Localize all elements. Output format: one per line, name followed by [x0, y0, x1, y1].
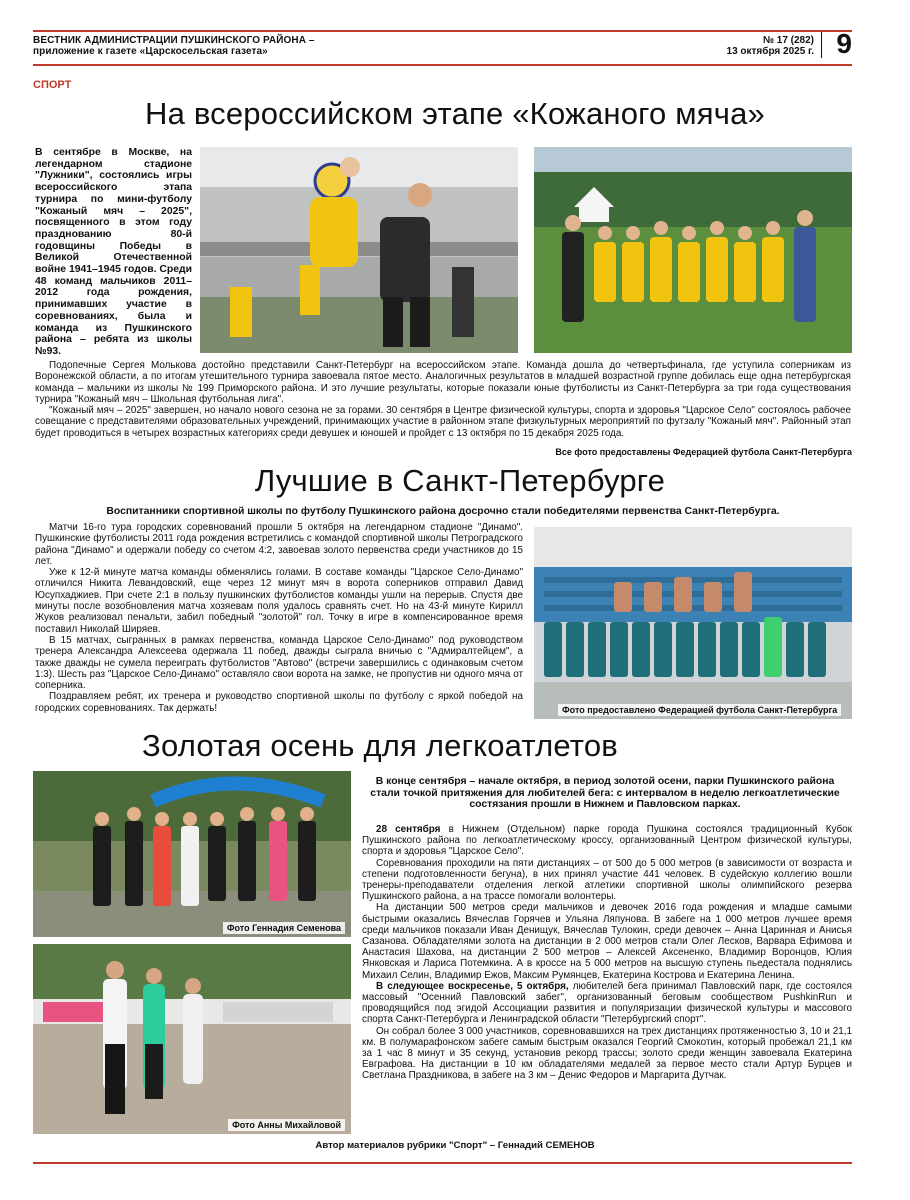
header-date: 13 октября 2025 г.: [726, 46, 814, 57]
article1-photo-team: [534, 147, 852, 353]
article2-paragraph: Матчи 16-го тура городских соревнований прошли 5 октября на легендарном стадионе "Динамо". Пушкинские футболисты 2011 года рождения встретились с командой спортивной школы Петроградского района "Динамо" и одержали победу со счетом 4:2, завоевав золото первенства среди участников до 15 лет.: [35, 522, 523, 567]
header-line2: приложение к газете «Царскосельская газета»: [33, 46, 268, 57]
article1-paragraph: "Кожаный мяч – 2025" завершен, но начало нового сезона не за горами. 30 сентября в Центре физической культуры, спорта и здоровья "Царское Село" состоялось рабочее совещание с представителями образовательных учреждений, принимающих участие в районном этапе физкультурных мероприятий по футзалу "Кожаный мяч". Районный этап будет проводиться в четырех возрастных категориях среди девушек и юношей и пройдет с 13 октября по 15 декабря 2025 года.: [35, 405, 851, 439]
footer-rule: [33, 1162, 852, 1164]
article1-photo-credit: Все фото предоставлены Федерацией футбола Санкт-Петербурга: [555, 447, 852, 457]
article3-photo-cross: [33, 771, 351, 937]
page-number: 9: [836, 28, 852, 59]
header-line1: ВЕСТНИК АДМИНИСТРАЦИИ ПУШКИНСКОГО РАЙОНА –: [33, 35, 315, 46]
article2-photo-caption: Фото предоставлено Федерацией футбола Санкт-Петербурга: [558, 704, 841, 716]
article2-paragraph: В 15 матчах, сыгранных в рамках первенства, команда Царское Село-Динамо" под руководством тренера Александра Алексеева одержала 11 побед, дважды сыграла вничью с "Адмиралтейцем", а также дважды не сумела переиграть футболистов "Автово" (встречи завершились с одинаковым счетом 1:3). Шесть раз "Царское Село-Динамо" оставляло свои ворота на замке, не пропустив ни одного мяча от соперника.: [35, 634, 523, 692]
article1-title: На всероссийском этапе «Кожаного мяча»: [144, 96, 765, 131]
article2-paragraph: Уже к 12-й минуте матча команды обменялись голами. В составе команды "Царское Село-Динамо" отличился Никита Левандовский, еще через 12 минут мяч в ворота соперников отправил Давид Юсупхаджиев. При счете 2:1 в пользу пушкинских футболистов команды ушли на перерыв. Спустя две минуты после возобновления матча хозяевам поля удалось сравнять счет. Но на 43-й минуте Кирилл Жуков реализовал пенальти, забил победный "золотой" гол. Точку в игре в компенсированное время поставил Николай Ширяев.: [35, 567, 523, 635]
article3-text-2: любителей бега принимал Павловский парк, где состоялся массовый "Осенний Павловский забег", организованный беговым сообществом PushkinRun и проводящийся под эгидой Ассоциации развития и популяризации физической культуры и массового спорта Санкт-Петербурга и Ленинградской области "Петербургский спорт".: [362, 980, 853, 1026]
article2-body: [35, 522, 523, 714]
header-publication: [33, 35, 315, 57]
article3-body: [362, 824, 852, 1082]
article2-paragraph: Поздравляем ребят, их тренера и руководство спортивной школы по футболу с яркой победой на городских соревнованиях. Так держать!: [35, 691, 523, 714]
article2-title: Лучшие в Санкт-Петербурге: [254, 463, 666, 498]
article3-title: Золотая осень для легкоатлетов: [142, 728, 618, 763]
article3-subtitle: В конце сентября – начале октября, в период золотой осени, парки Пушкинского района стали точкой притяжения для любителей бега: с интервалом в неделю легкоатлетические состязания прошли в Нижнем и Павловском парках.: [370, 776, 840, 810]
header-issue-info: [727, 35, 814, 57]
article3-paragraph: Соревнования проходили на пяти дистанциях – от 500 до 5 000 метров (в зависимости от возраста и степени подготовленности бегуна), в них принял участие 441 человек. В судейскую коллегию вошли тренеры-преподаватели отделения легкой атлетики спортивной школы олимпийского резерва Пушкинского района, а на трассе помогали волонтеры.: [362, 857, 852, 903]
article1-paragraph: Подопечные Сергея Молькова достойно представили Санкт-Петербург на всероссийском этапе. Команда дошла до четвертьфинала, где уступила соперникам из Воронежской области, а по итогам утешительного турнира завоевала пятое место. Аналогичных результатов в младшей возрастной группе добилась еще одна петербургская команда – мальчики из школы № 199 Приморского района. И это лучшие результаты, которые показали юные футболисты из Санкт-Петербурга за три года существования турнира "Кожаный мяч – Школьная футбольная лига".: [35, 360, 851, 405]
article1-body: [35, 360, 851, 439]
page-header: [33, 30, 852, 62]
article3-paragraph: Он собрал более 3 000 участников, соревновавшихся на трех дистанциях протяженностью 3, 10 и 21,1 км. В полумарафонском забеге самым быстрым оказался Георгий Смокотин, который пробежал 21,1 км за 1 час 8 минут и 35 секунд, установив рекорд трассы; золото среди женщин завоевала Екатерина Евграфова. На дистанции в 10 км обладателями медалей за первое место стали Артур Бурцев и Светлана Праздникова, в забеге на 3 км – Денис Федоров и Маргарита Дутчак.: [362, 1025, 852, 1082]
article3-paragraph: [362, 981, 852, 1026]
section-label: СПОРТ: [33, 79, 72, 91]
article3-photo2-caption: Фото Анны Михайловой: [228, 1119, 345, 1131]
article2-subtitle: Воспитанники спортивной школы по футболу Пушкинского района досрочно стали победителями первенства Санкт-Петербурга.: [106, 506, 780, 517]
article1-lead: В сентябре в Москве, на легендарном стадионе "Лужники", состоялись игры всероссийского этапа турнира по мини-футболу "Кожаный мяч – 2025", посвященного в этом году празднованию 80-й годовщины Победы в Великой Отечественной войне 1941–1945 годов. Среди 48 команд мальчиков 2011–2012 года рождения, принимавших участие в соревнованиях, была и команда из Пушкинского района – ребята из школы №93.: [35, 147, 192, 357]
article3-photo1-caption: Фото Геннадия Семенова: [223, 922, 345, 934]
article1-photo-match: [200, 147, 518, 353]
article3-photo-run: [33, 944, 351, 1134]
article3-paragraph: На дистанции 500 метров среди мальчиков и девочек 2016 года рождения и младше самыми быстрыми оказались Вячеслав Горячев и Ульяна Ляпунова. В забеге на 1 000 метров лучшее время среди мальчиков показали Иван Денищук, Вячеслав Тулокин, среди девочек – Анна Царинная и Анисья Сазанова. Обладателями золота на дистанции в 2 000 метров стали Олег Лесков, Варвара Ефимова и Анастасия Шахова, на дистанции 2 500 метров – Алексей Аксененко, Владимир Воронцов, Юлия Янковская и Лариса Потемкина. А в кроссе на 5 000 метров на высшую ступень пьедестала поднялись Михаил Селин, Владимир Ежов, Максим Румянцев, Екатерина Кострова и Екатерина Ленина.: [362, 902, 852, 981]
article3-paragraph: [362, 824, 852, 858]
article3-text-1: в Нижнем (Отдельном) парке города Пушкина состоялся традиционный Кубок Пушкинского района по легкоатлетическому кроссу, организованный Центром физической культуры, спорта и здоровья "Царское Село".: [362, 824, 852, 858]
article3-date-1: 28 сентября: [376, 824, 441, 835]
article2-photo-team: [534, 527, 852, 719]
header-issue: № 17 (282): [762, 35, 814, 46]
header-bottom-rule: [33, 64, 852, 66]
article3-date-2: В следующее воскресенье, 5 октября,: [376, 980, 569, 992]
author-credit: Автор материалов рубрики "Спорт" – Геннадий СЕМЕНОВ: [315, 1140, 595, 1151]
header-separator: [821, 32, 822, 58]
